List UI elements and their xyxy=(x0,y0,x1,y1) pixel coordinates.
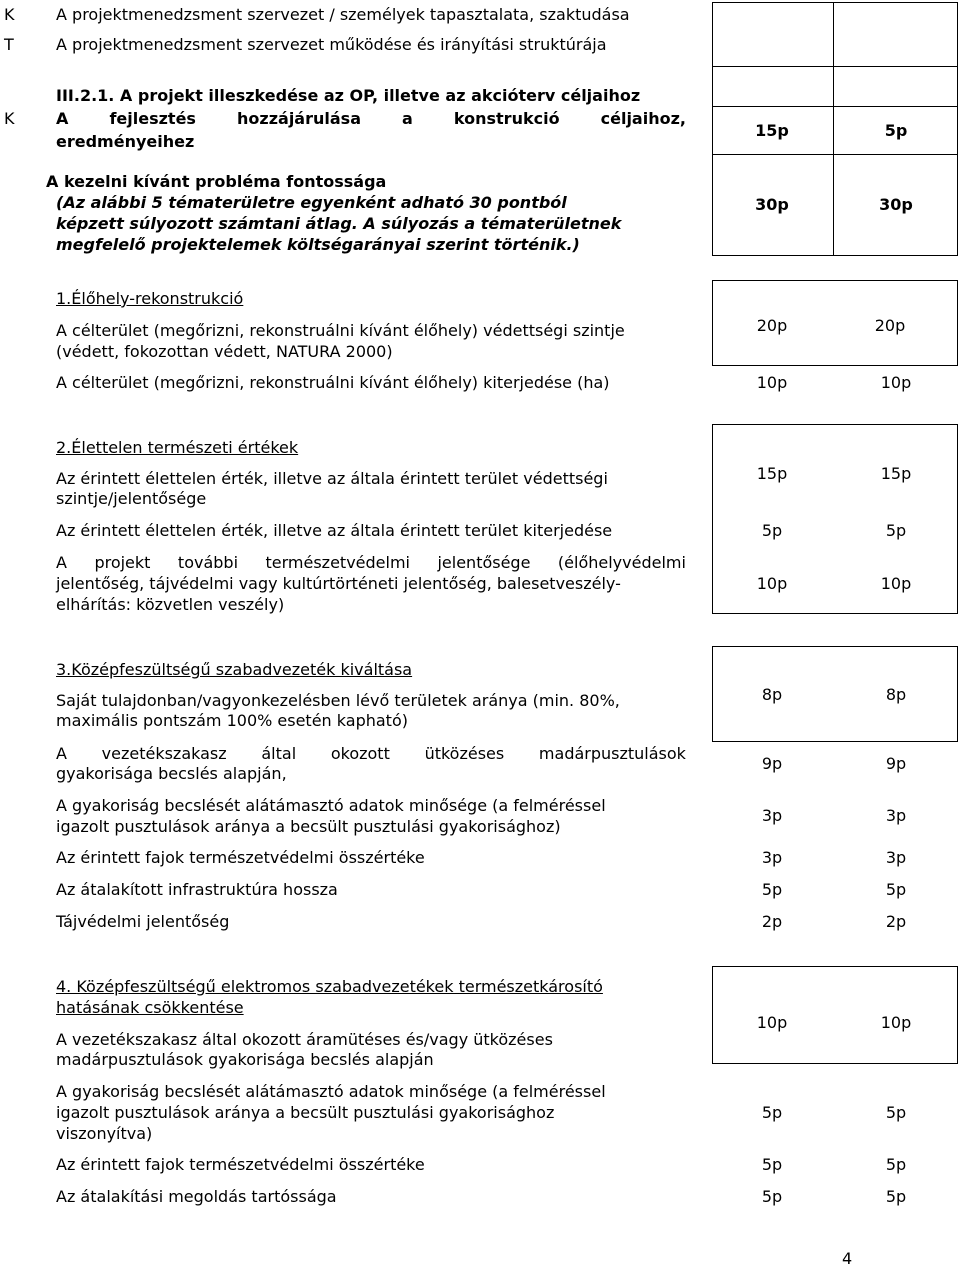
section-title: III.2.1. A projekt illeszkedése az OP, illetve az akcióterv céljaihoz xyxy=(56,86,641,105)
score-max: 15p xyxy=(756,464,788,483)
s4-row-line: viszonyítva) xyxy=(56,1124,153,1143)
top-table-row-line xyxy=(712,66,958,67)
score-max: 5p xyxy=(761,521,783,540)
score-max: 20p xyxy=(756,316,788,335)
score-min: 5p xyxy=(884,121,908,140)
score-min: 10p xyxy=(880,373,912,392)
s4-row-line: Az átalakítási megoldás tartóssága xyxy=(56,1187,337,1206)
score-max: 5p xyxy=(761,880,783,899)
score-max: 10p xyxy=(756,1013,788,1032)
score-min: 3p xyxy=(885,848,907,867)
s2-row-line: jelentőség, tájvédelmi vagy kultúrtörténeti jelentőség, balesetveszély- xyxy=(56,574,621,593)
score-min: 15p xyxy=(880,464,912,483)
page-number: 4 xyxy=(842,1249,853,1268)
s3-row-line: igazolt pusztulások aránya a becsült pusztulási gyakorisághoz) xyxy=(56,817,561,836)
score-min: 5p xyxy=(885,1187,907,1206)
score-min: 5p xyxy=(885,880,907,899)
top-row-letter: T xyxy=(4,35,14,54)
problem-line: megfelelő projektelemek költségarányai szerint történik.) xyxy=(56,235,580,254)
score-min: 5p xyxy=(885,521,907,540)
s3-row-line: A gyakoriság becslését alátámasztó adatok minősége (a felméréssel xyxy=(56,796,606,815)
section-k-line2: eredményeihez xyxy=(56,132,195,151)
problem-title: A kezelni kívánt probléma fontossága xyxy=(46,172,387,191)
score-max: 10p xyxy=(756,574,788,593)
s4-row-line: igazolt pusztulások aránya a becsült pusztulási gyakorisághoz xyxy=(56,1103,555,1122)
score-min: 20p xyxy=(874,316,906,335)
s3-row-line: Tájvédelmi jelentőség xyxy=(56,912,230,931)
s4-title: hatásának csökkentése xyxy=(56,998,244,1017)
score-min: 9p xyxy=(885,754,907,773)
s1-row-line: A célterület (megőrizni, rekonstruálni kívánt élőhely) védettségi szintje xyxy=(56,321,625,340)
section-k-letter: K xyxy=(4,109,15,128)
score-max: 30p xyxy=(755,195,789,214)
s4-row-line: A vezetékszakasz által okozott áramütéses és/vagy ütközéses xyxy=(56,1030,553,1049)
s1-title: 1.Élőhely-rekonstrukció xyxy=(56,289,244,308)
s4-row-line: madárpusztulások gyakorisága becslés alapján xyxy=(56,1050,434,1069)
s2-row-line: Az érintett élettelen érték, illetve az általa érintett terület védettségi xyxy=(56,469,608,488)
score-max: 3p xyxy=(761,806,783,825)
top-table-row-line xyxy=(712,106,958,107)
s4-row-line: Az érintett fajok természetvédelmi összértéke xyxy=(56,1155,425,1174)
score-max: 15p xyxy=(755,121,789,140)
s3-row-line: Az érintett fajok természetvédelmi összértéke xyxy=(56,848,425,867)
score-max: 8p xyxy=(761,685,783,704)
score-min: 2p xyxy=(885,912,907,931)
score-max: 9p xyxy=(761,754,783,773)
s3-row-line: A vezetékszakasz által okozott ütközéses madárpusztulások xyxy=(56,744,686,763)
score-min: 8p xyxy=(885,685,907,704)
s1-row-line: (védett, fokozottan védett, NATURA 2000) xyxy=(56,342,393,361)
top-table-row-line xyxy=(712,154,958,155)
section-k-line: A fejlesztés hozzájárulása a konstrukció céljaihoz, xyxy=(56,109,686,128)
top-table-divider xyxy=(833,2,834,256)
s4-title: 4. Középfeszültségű elektromos szabadvezetékek természetkárosító xyxy=(56,977,603,996)
score-max: 5p xyxy=(761,1155,783,1174)
top-row-text: A projektmenedzsment szervezet működése és irányítási struktúrája xyxy=(56,35,607,54)
s2-title: 2.Élettelen természeti értékek xyxy=(56,438,299,457)
top-row-letter: K xyxy=(4,5,15,24)
s3-row-line: Az átalakított infrastruktúra hossza xyxy=(56,880,338,899)
s3-title: 3.Középfeszültségű szabadvezeték kiváltása xyxy=(56,660,413,679)
s4-row-line: A gyakoriság becslését alátámasztó adatok minősége (a felméréssel xyxy=(56,1082,606,1101)
s3-row-line: gyakorisága becslés alapján, xyxy=(56,764,287,783)
score-min: 5p xyxy=(885,1103,907,1122)
score-max: 5p xyxy=(761,1103,783,1122)
score-max: 3p xyxy=(761,848,783,867)
problem-line: (Az alábbi 5 tématerületre egyenként adható 30 pontból xyxy=(56,193,567,212)
score-min: 30p xyxy=(879,195,913,214)
s3-row-line: maximális pontszám 100% esetén kapható) xyxy=(56,711,408,730)
s2-row-line: A projekt további természetvédelmi jelentősége (élőhelyvédelmi xyxy=(56,553,686,572)
s1-row-line: A célterület (megőrizni, rekonstruálni kívánt élőhely) kiterjedése (ha) xyxy=(56,373,610,392)
score-max: 5p xyxy=(761,1187,783,1206)
score-max: 2p xyxy=(761,912,783,931)
s3-row-line: Saját tulajdonban/vagyonkezelésben lévő területek aránya (min. 80%, xyxy=(56,691,620,710)
top-row-text: A projektmenedzsment szervezet / személyek tapasztalata, szaktudása xyxy=(56,5,630,24)
score-max: 10p xyxy=(756,373,788,392)
score-min: 3p xyxy=(885,806,907,825)
score-min: 10p xyxy=(880,1013,912,1032)
s2-row-line: elhárítás: közvetlen veszély) xyxy=(56,595,285,614)
score-min: 5p xyxy=(885,1155,907,1174)
s2-row-line: Az érintett élettelen érték, illetve az általa érintett terület kiterjedése xyxy=(56,521,613,540)
score-min: 10p xyxy=(880,574,912,593)
s2-row-line: szintje/jelentősége xyxy=(56,489,207,508)
problem-line: képzett súlyozott számtani átlag. A súlyozás a tématerületnek xyxy=(56,214,622,233)
